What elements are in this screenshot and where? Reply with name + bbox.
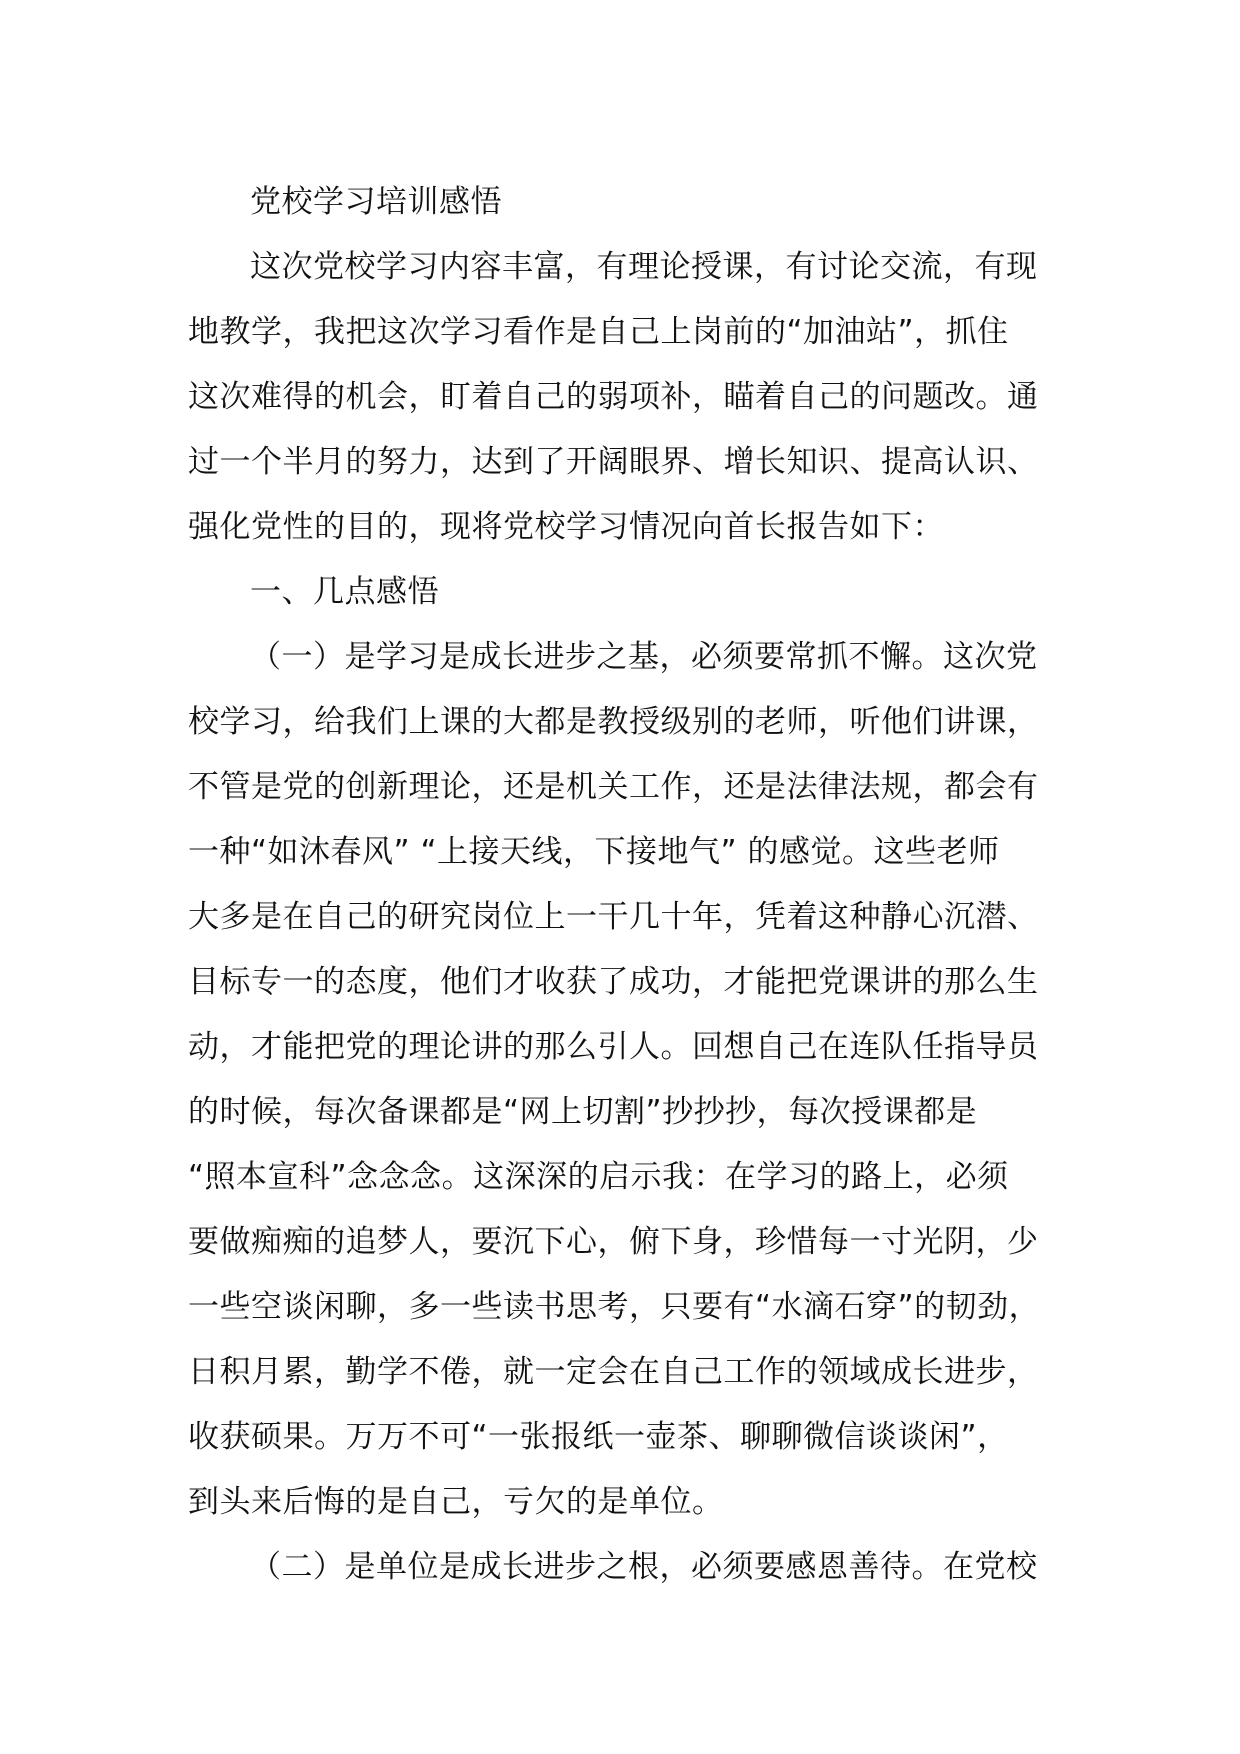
paragraph-line: “照本宣科”念念念。这深深的启示我：在学习的路上，必须 xyxy=(188,1159,1009,1195)
paragraph-line: （二）是单位是成长进步之根，必须要感恩善待。在党校 xyxy=(250,1549,1038,1585)
paragraph-line: 收获硕果。万万不可“一张报纸一壶茶、聊聊微信谈谈闲”， xyxy=(188,1419,1009,1455)
intro-line: 过一个半月的努力，达到了开阔眼界、增长知识、提高认识、 xyxy=(188,444,1039,480)
paragraph-line: 大多是在自己的研究岗位上一干几十年，凭着这种静心沉潜、 xyxy=(188,899,1039,935)
paragraph-line: 目标专一的态度，他们才收获了成功，才能把党课讲的那么生 xyxy=(188,964,1039,1000)
document-body xyxy=(188,170,1088,1600)
paragraph-line: 不管是党的创新理论，还是机关工作，还是法律法规，都会有 xyxy=(188,769,1039,805)
intro-paragraph xyxy=(188,235,1088,560)
paragraph-line: 到头来后悔的是自己，亏欠的是单位。 xyxy=(188,1484,724,1520)
intro-line: 强化党性的目的，现将党校学习情况向首长报告如下： xyxy=(188,509,944,545)
paragraph-line: 一些空谈闲聊，多一些读书思考，只要有“水滴石穿”的韧劲， xyxy=(188,1289,1041,1325)
document-title: 党校学习培训感悟 xyxy=(250,184,502,220)
paragraph-line: 的时候，每次备课都是“网上切割”抄抄抄，每次授课都是 xyxy=(188,1094,978,1130)
paragraph-line: （一）是学习是成长进步之基，必须要常抓不懈。这次党 xyxy=(250,639,1038,675)
intro-line: 地教学，我把这次学习看作是自己上岗前的“加油站”，抓住 xyxy=(188,314,1009,350)
paragraph-line: 要做痴痴的追梦人，要沉下心，俯下身，珍惜每一寸光阴，少 xyxy=(188,1224,1039,1260)
paragraph-line: 动，才能把党的理论讲的那么引人。回想自己在连队任指导员 xyxy=(188,1029,1039,1065)
paragraph-line: 日积月累，勤学不倦，就一定会在自己工作的领域成长进步， xyxy=(188,1354,1039,1390)
intro-line: 这次党校学习内容丰富，有理论授课，有讨论交流，有现 xyxy=(250,249,1038,285)
intro-line: 这次难得的机会，盯着自己的弱项补，瞄着自己的问题改。通 xyxy=(188,379,1039,415)
paragraph-two xyxy=(188,1535,1088,1600)
section-heading: 一、几点感悟 xyxy=(250,574,439,610)
paragraph-one xyxy=(188,625,1088,1535)
paragraph-line: 一种“如沐春风” “上接天线，下接地气” 的感觉。这些老师 xyxy=(188,834,1000,870)
paragraph-line: 校学习，给我们上课的大都是教授级别的老师，听他们讲课， xyxy=(188,704,1039,740)
